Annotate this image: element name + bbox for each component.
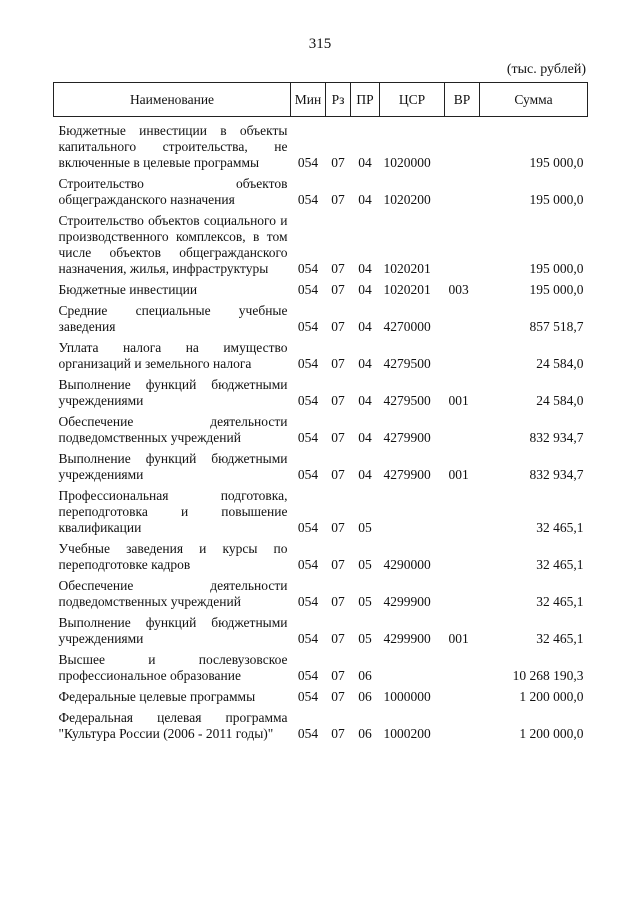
cell-vr (445, 684, 480, 705)
cell-pr: 06 (358, 726, 372, 741)
cell-vr (445, 647, 480, 684)
cell-min: 054 (297, 155, 319, 170)
header-csr: ЦСР (380, 83, 445, 117)
cell-pr: 05 (358, 520, 372, 535)
cell-min: 054 (297, 631, 319, 646)
cell-pr: 04 (358, 356, 372, 371)
table-row (54, 298, 588, 335)
cell-csr: 4279900 (383, 430, 431, 445)
table-row (54, 117, 588, 172)
cell-rz: 07 (331, 631, 345, 646)
cell-min: 054 (297, 192, 319, 207)
table-row (54, 171, 588, 208)
cell-sum: 832 934,7 (529, 430, 584, 445)
cell-name: Обеспечение деятельности подведомственных учреждений (58, 578, 288, 609)
cell-min: 054 (297, 261, 319, 276)
cell-sum: 24 584,0 (536, 393, 584, 408)
cell-csr: 4299900 (383, 631, 431, 646)
cell-csr: 4270000 (383, 319, 431, 334)
cell-pr: 04 (358, 192, 372, 207)
cell-vr (445, 705, 480, 742)
cell-min: 054 (297, 668, 319, 683)
cell-pr: 04 (358, 430, 372, 445)
cell-vr: 003 (448, 282, 469, 297)
cell-sum: 195 000,0 (529, 282, 584, 297)
cell-csr: 4279500 (383, 356, 431, 371)
cell-min: 054 (297, 430, 319, 445)
table-row (54, 647, 588, 684)
table-row (54, 610, 588, 647)
cell-name: Учебные заведения и курсы по переподготовке кадров (58, 541, 288, 572)
cell-min: 054 (297, 689, 319, 704)
cell-sum: 32 465,1 (536, 520, 584, 535)
cell-vr (445, 117, 480, 172)
cell-rz: 07 (331, 557, 345, 572)
cell-csr: 4290000 (383, 557, 431, 572)
cell-name: Бюджетные инвестиции в объекты капитального строительства, не включенные в целевые программы (58, 123, 288, 170)
table-row (54, 372, 588, 409)
cell-csr: 4279900 (383, 467, 431, 482)
cell-vr: 001 (448, 393, 469, 408)
cell-sum: 195 000,0 (529, 261, 584, 276)
cell-rz: 07 (331, 356, 345, 371)
cell-min: 054 (297, 282, 319, 297)
cell-rz: 07 (331, 192, 345, 207)
cell-pr: 04 (358, 467, 372, 482)
cell-csr: 1020201 (383, 261, 431, 276)
cell-name: Федеральные целевые программы (58, 689, 256, 704)
cell-rz: 07 (331, 726, 345, 741)
cell-sum: 32 465,1 (536, 594, 584, 609)
cell-name: Обеспечение деятельности подведомственных учреждений (58, 414, 288, 445)
cell-sum: 1 200 000,0 (519, 689, 584, 704)
cell-min: 054 (297, 520, 319, 535)
table-row (54, 705, 588, 742)
header-vr: ВР (445, 83, 480, 117)
cell-sum: 195 000,0 (529, 192, 584, 207)
cell-rz: 07 (331, 467, 345, 482)
header-name: Наименование (54, 83, 291, 117)
cell-vr (445, 573, 480, 610)
cell-vr (445, 208, 480, 277)
table-row (54, 208, 588, 277)
cell-name: Бюджетные инвестиции (58, 282, 198, 297)
cell-sum: 832 934,7 (529, 467, 584, 482)
budget-table (53, 82, 588, 742)
cell-sum: 10 268 190,3 (512, 668, 584, 683)
cell-vr: 001 (448, 631, 469, 646)
table-row (54, 409, 588, 446)
cell-name: Выполнение функций бюджетными учреждениями (58, 377, 288, 408)
cell-name: Профессиональная подготовка, переподготовка и повышение квалификации (58, 488, 288, 535)
cell-name: Выполнение функций бюджетными учреждениями (58, 615, 288, 646)
table-row (54, 277, 588, 298)
cell-pr: 04 (358, 155, 372, 170)
cell-name: Высшее и послевузовское профессиональное образование (58, 652, 288, 683)
cell-min: 054 (297, 319, 319, 334)
cell-name: Выполнение функций бюджетными учреждениями (58, 451, 288, 482)
cell-min: 054 (297, 726, 319, 741)
cell-pr: 04 (358, 319, 372, 334)
header-pr: ПР (351, 83, 380, 117)
cell-rz: 07 (331, 689, 345, 704)
cell-rz: 07 (331, 155, 345, 170)
cell-vr (445, 298, 480, 335)
cell-min: 054 (297, 356, 319, 371)
table-row (54, 573, 588, 610)
cell-vr: 001 (448, 467, 469, 482)
cell-csr (380, 483, 445, 536)
cell-name: Федеральная целевая программа "Культура России (2006 - 2011 годы)" (58, 710, 288, 741)
table-row (54, 536, 588, 573)
cell-vr (445, 171, 480, 208)
cell-name: Средние специальные учебные заведения (58, 303, 288, 334)
cell-csr: 1020200 (383, 192, 431, 207)
table-row (54, 483, 588, 536)
cell-csr: 4279500 (383, 393, 431, 408)
table-row (54, 446, 588, 483)
cell-csr: 1000200 (383, 726, 431, 741)
units-label: (тыс. рублей) (506, 62, 586, 77)
page-number: 315 (308, 36, 332, 52)
cell-min: 054 (297, 557, 319, 572)
cell-pr: 05 (358, 594, 372, 609)
cell-rz: 07 (331, 668, 345, 683)
cell-vr (445, 409, 480, 446)
cell-rz: 07 (331, 520, 345, 535)
cell-min: 054 (297, 467, 319, 482)
cell-rz: 07 (331, 319, 345, 334)
cell-rz: 07 (331, 430, 345, 445)
cell-pr: 05 (358, 557, 372, 572)
cell-sum: 1 200 000,0 (519, 726, 584, 741)
cell-min: 054 (297, 393, 319, 408)
cell-name: Уплата налога на имущество организаций и земельного налога (58, 340, 288, 371)
table-row (54, 684, 588, 705)
cell-min: 054 (297, 594, 319, 609)
cell-csr: 1020201 (383, 282, 431, 297)
cell-rz: 07 (331, 594, 345, 609)
table-body (54, 117, 588, 743)
cell-vr (445, 483, 480, 536)
cell-csr: 1000000 (383, 689, 431, 704)
cell-sum: 24 584,0 (536, 356, 584, 371)
cell-pr: 04 (358, 261, 372, 276)
cell-name: Строительство объектов общегражданского назначения (58, 176, 288, 207)
table-row (54, 335, 588, 372)
cell-sum: 857 518,7 (529, 319, 584, 334)
cell-csr: 1020000 (383, 155, 431, 170)
cell-pr: 05 (358, 631, 372, 646)
cell-sum: 32 465,1 (536, 557, 584, 572)
cell-pr: 04 (358, 393, 372, 408)
cell-rz: 07 (331, 282, 345, 297)
cell-vr (445, 335, 480, 372)
header-sum: Сумма (480, 83, 588, 117)
header-rz: Рз (326, 83, 351, 117)
header-min: Мин (291, 83, 326, 117)
cell-csr: 4299900 (383, 594, 431, 609)
cell-vr (445, 536, 480, 573)
cell-csr (380, 647, 445, 684)
cell-pr: 06 (358, 689, 372, 704)
cell-pr: 04 (358, 282, 372, 297)
cell-pr: 06 (358, 668, 372, 683)
cell-name: Строительство объектов социального и производственного комплексов, в том числе объектов общегражданского назначения, жилья, инфраструктуры (58, 213, 288, 276)
cell-sum: 32 465,1 (536, 631, 584, 646)
cell-rz: 07 (331, 393, 345, 408)
cell-rz: 07 (331, 261, 345, 276)
cell-sum: 195 000,0 (529, 155, 584, 170)
table-header-row (54, 83, 588, 117)
